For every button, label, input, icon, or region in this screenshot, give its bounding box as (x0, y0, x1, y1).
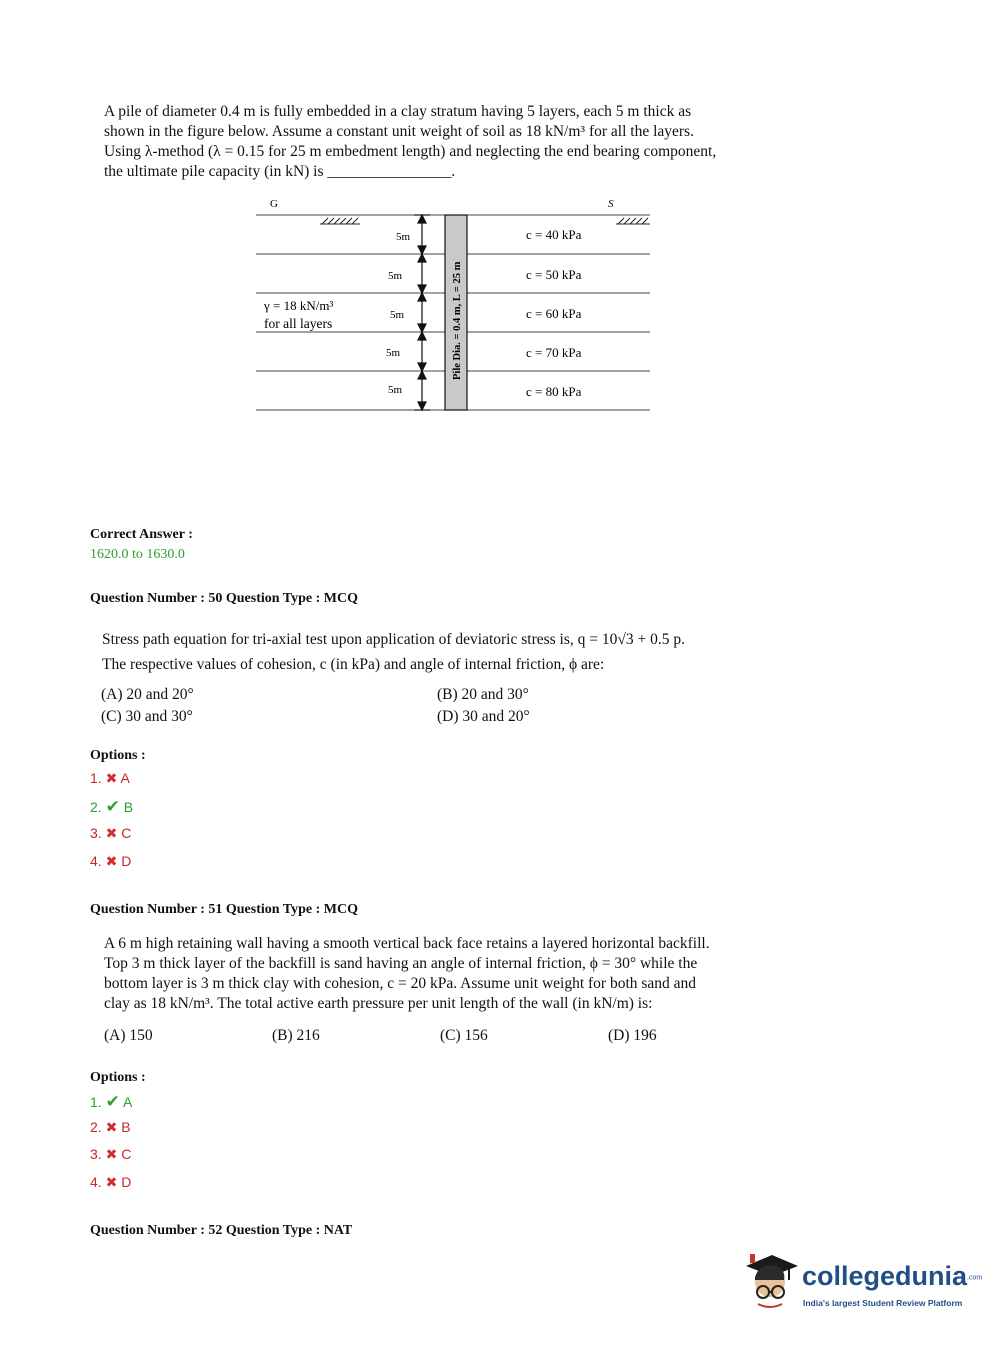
option-row (90, 1146, 131, 1163)
cross-icon: ✖ (105, 1174, 118, 1190)
q50-line: The respective values of cohesion, c (in kPa) and angle of internal friction, ϕ are: (102, 656, 605, 673)
pile-label: Pile Dia. = 0.4 m, L = 25 m (452, 261, 463, 380)
q49-line: Using λ-method (λ = 0.15 for 25 m embedment length) and neglecting the end bearing component, (104, 143, 717, 160)
option-number: 1. (90, 1094, 102, 1110)
option-number: 3. (90, 825, 102, 841)
option-letter: C (121, 1146, 132, 1162)
check-icon: ✔ (105, 1092, 120, 1111)
correct-answer-label: Correct Answer : (90, 527, 193, 542)
q51-line: Top 3 m thick layer of the backfill is sand having an angle of internal friction, ϕ = 30° while the (104, 955, 698, 972)
ground-hatch-left (320, 218, 360, 224)
q51-choice-d: (D) 196 (608, 1027, 657, 1044)
option-letter: D (121, 1174, 132, 1190)
option-letter: A (122, 1094, 133, 1110)
option-number: 2. (90, 799, 102, 815)
q51-choice-a: (A) 150 (104, 1027, 153, 1044)
pile-figure (250, 190, 670, 420)
q50-choice-b: (B) 20 and 30° (437, 686, 529, 703)
q51-line: clay as 18 kN/m³. The total active earth pressure per unit length of the wall (in kN/m) is: (104, 995, 653, 1012)
option-letter: C (121, 825, 132, 841)
option-number: 4. (90, 853, 102, 869)
q51-text (104, 934, 802, 1014)
layer-thickness: 5m (388, 270, 403, 282)
label-g: G (270, 198, 278, 210)
option-row (90, 825, 131, 842)
option-letter: A (120, 770, 130, 786)
option-number: 3. (90, 1146, 102, 1162)
option-letter: B (121, 1119, 131, 1135)
dimension-line (414, 215, 430, 410)
mascot-icon (742, 1252, 802, 1314)
option-letter: D (121, 853, 132, 869)
option-row (90, 853, 131, 870)
option-number: 1. (90, 770, 102, 786)
q51-choice-c: (C) 156 (440, 1027, 488, 1044)
option-row (90, 1119, 131, 1136)
layer-cohesion: c = 40 kPa (526, 227, 582, 242)
label-s: S (608, 198, 614, 210)
cross-icon: ✖ (105, 1146, 118, 1162)
q50-options-label: Options : (90, 748, 146, 763)
q49-line: the ultimate pile capacity (in kN) is ________________. (104, 163, 456, 180)
gamma-sub-label: for all layers (264, 316, 333, 331)
layer-thickness: 5m (386, 347, 401, 359)
q51-header: Question Number : 51 Question Type : MCQ (90, 902, 358, 917)
logo-suffix: .com (967, 1274, 983, 1282)
option-number: 4. (90, 1174, 102, 1190)
option-letter: B (123, 799, 134, 815)
q51-line: A 6 m high retaining wall having a smooth vertical back face retains a layered horizontal backfill. (104, 935, 710, 952)
q49-text (104, 102, 802, 182)
layer-cohesion: c = 60 kPa (526, 306, 582, 321)
cross-icon: ✖ (105, 853, 118, 869)
q50-header: Question Number : 50 Question Type : MCQ (90, 591, 358, 606)
cross-icon: ✖ (105, 825, 118, 841)
layer-thickness: 5m (388, 384, 403, 396)
logo-wordmark (802, 1261, 982, 1292)
q51-options-label: Options : (90, 1070, 146, 1085)
q49-line: A pile of diameter 0.4 m is fully embedded in a clay stratum having 5 layers, each 5 m thick as (104, 103, 692, 120)
option-row (90, 1174, 131, 1191)
q51-choice-b: (B) 216 (272, 1027, 320, 1044)
q50-choice-c: (C) 30 and 30° (101, 708, 193, 725)
q51-line: bottom layer is 3 m thick clay with cohesion, c = 20 kPa. Assume unit weight for both sand and (104, 975, 697, 992)
q50-choice-a: (A) 20 and 20° (101, 686, 194, 703)
q52-header: Question Number : 52 Question Type : NAT (90, 1223, 353, 1238)
option-row (90, 1092, 132, 1112)
q50-text (102, 627, 802, 677)
cross-icon: ✖ (105, 1119, 118, 1135)
gamma-label: γ = 18 kN/m³ (264, 298, 334, 313)
check-icon: ✔ (105, 797, 120, 816)
logo-word: collegedunia (802, 1261, 968, 1291)
collegedunia-logo (742, 1250, 983, 1320)
q50-choice-d: (D) 30 and 20° (437, 708, 530, 725)
ground-hatch-right (616, 218, 650, 224)
layer-cohesion: c = 50 kPa (526, 267, 582, 282)
q49-line: shown in the figure below. Assume a constant unit weight of soil as 18 kN/m³ for all the layers. (104, 123, 694, 140)
layer-cohesion: c = 70 kPa (526, 345, 582, 360)
cross-icon: ✖ (105, 770, 118, 786)
layer-cohesion: c = 80 kPa (526, 384, 582, 399)
logo-tagline: India's largest Student Review Platform (803, 1298, 963, 1308)
layer-thickness: 5m (396, 231, 411, 243)
q50-line: Stress path equation for tri-axial test upon application of deviatoric stress is, q = 10√3 + 0.5 p. (102, 631, 686, 648)
option-row (90, 770, 130, 787)
correct-answer-value: 1620.0 to 1630.0 (90, 547, 185, 562)
option-number: 2. (90, 1119, 102, 1135)
layer-thickness: 5m (390, 309, 405, 321)
option-row (90, 797, 133, 817)
